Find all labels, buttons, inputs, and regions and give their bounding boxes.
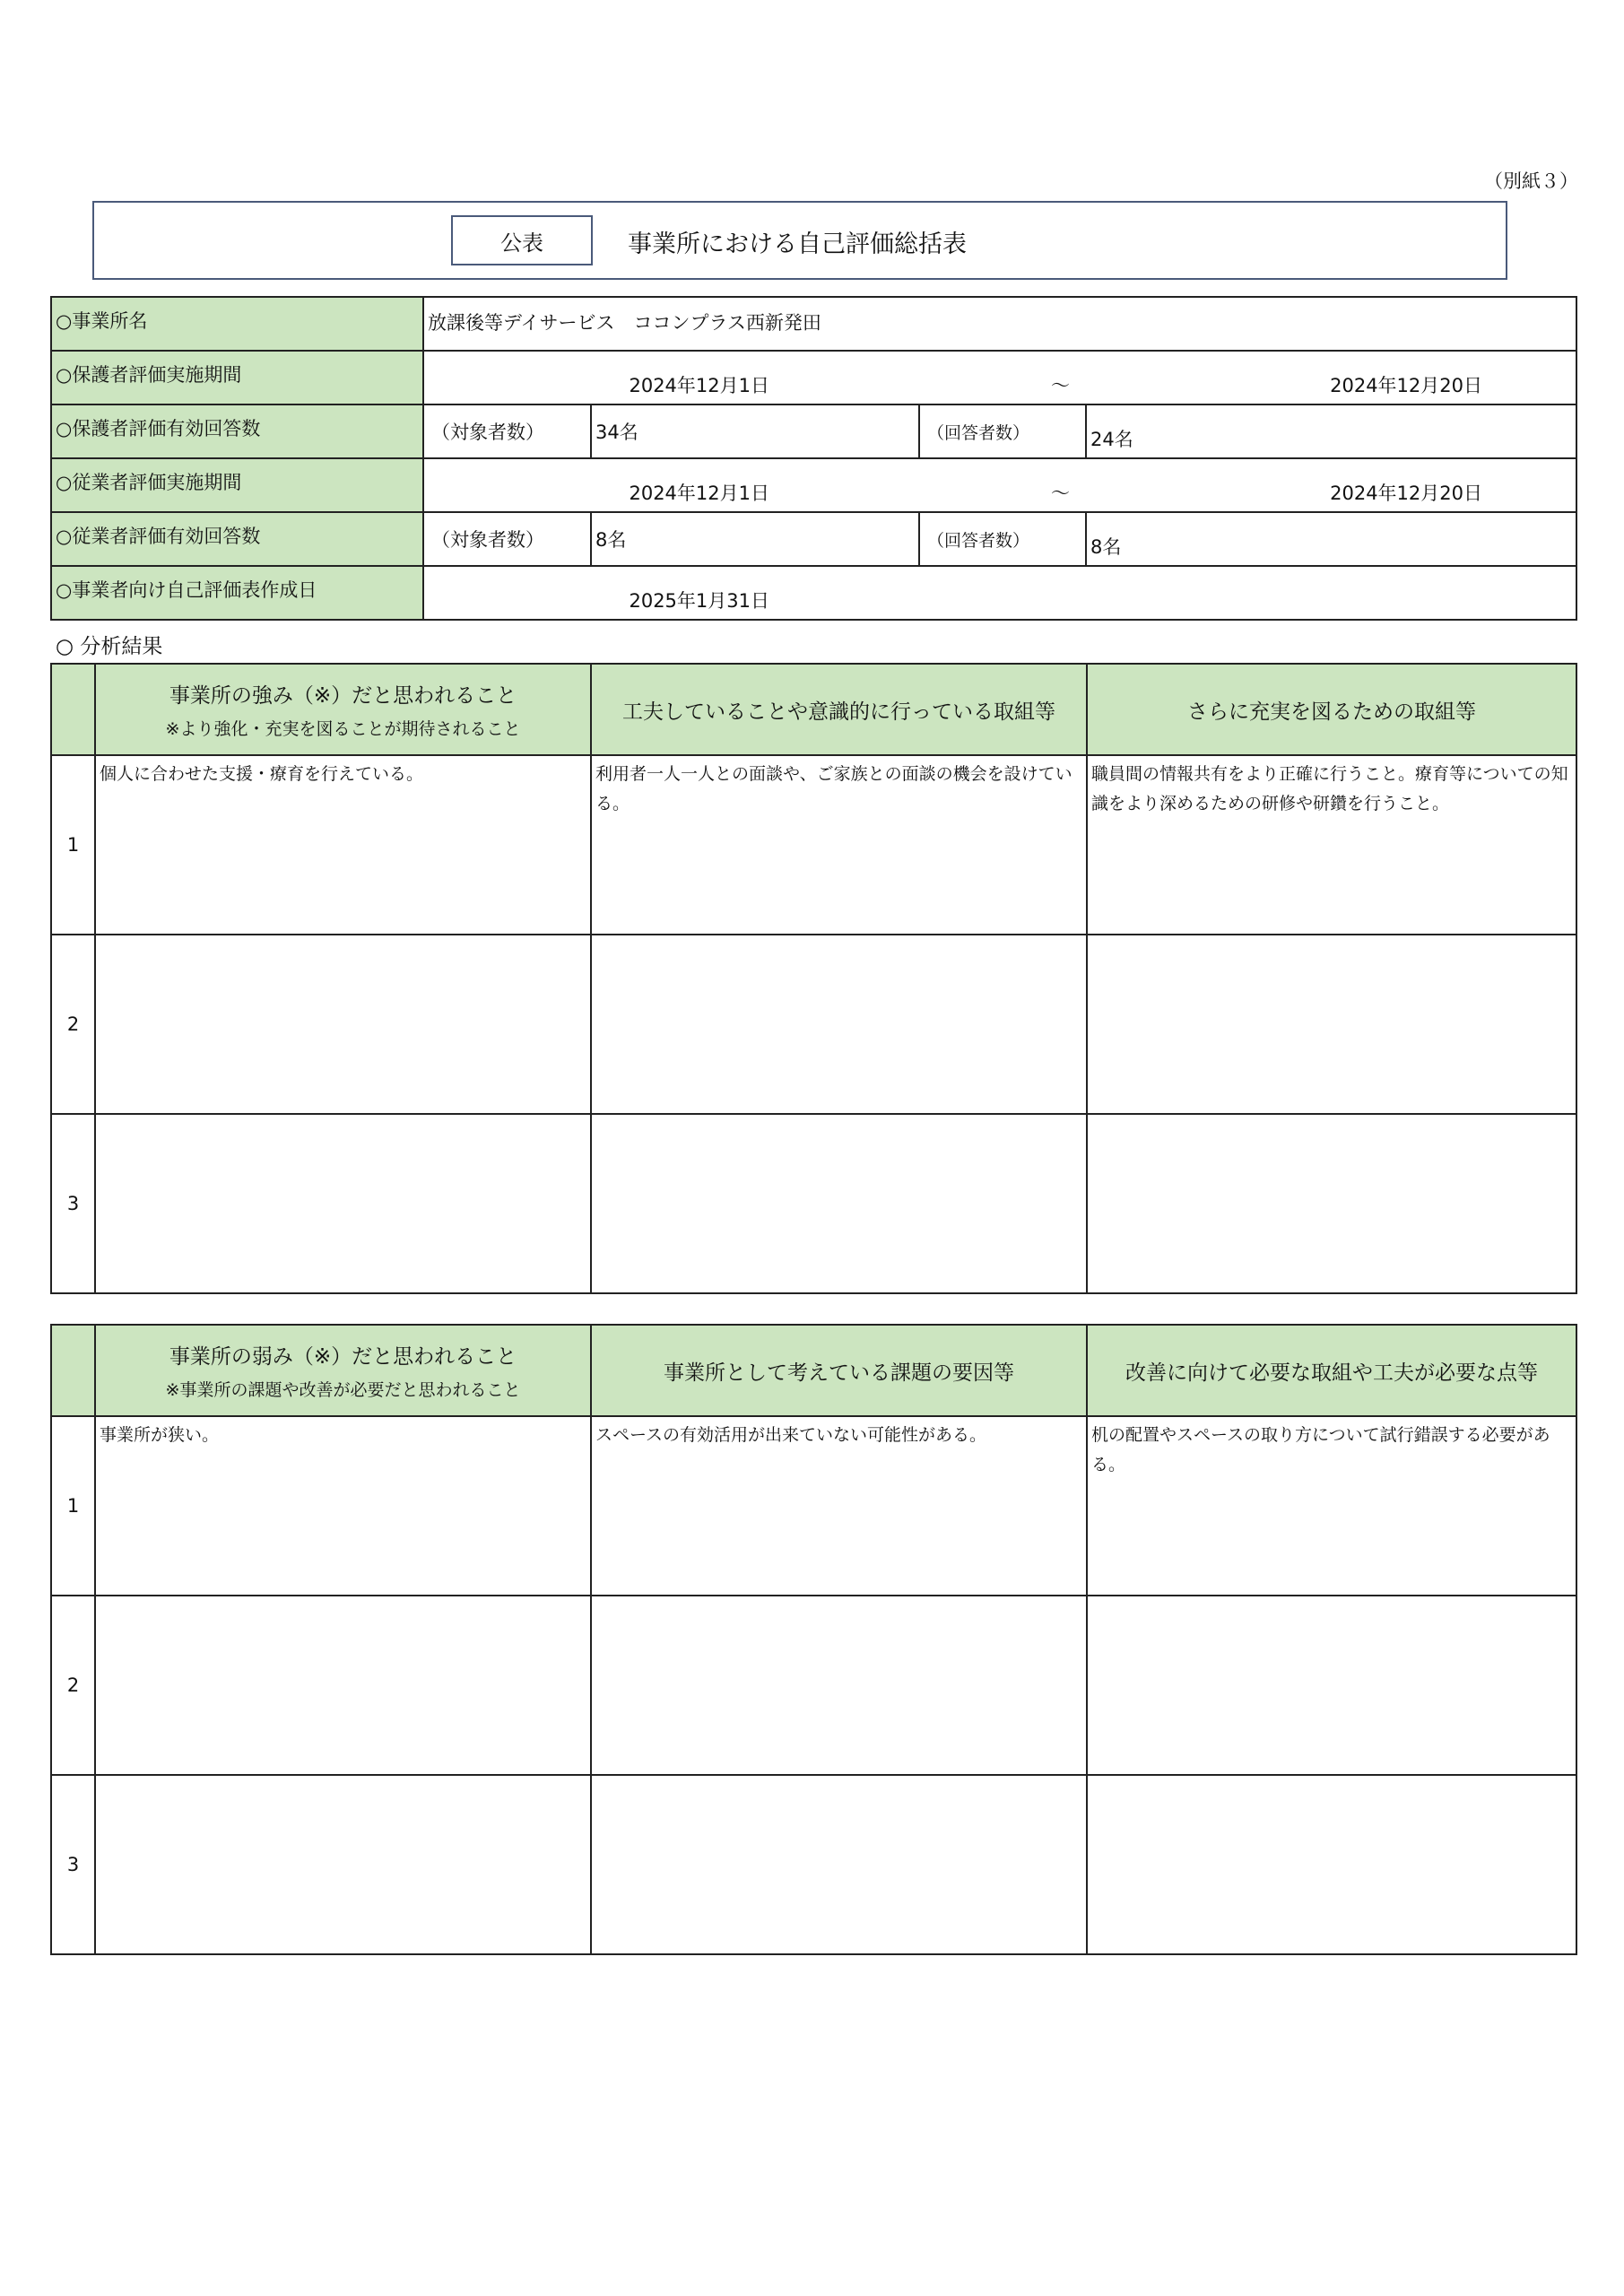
cause-cell <box>591 1596 1087 1775</box>
info-row-guardian-count <box>51 404 1576 458</box>
created-date-text: 2025年1月31日 <box>629 590 769 612</box>
guardian-period-start: 2024年12月1日 <box>629 375 769 396</box>
effort-cell <box>591 1114 1087 1293</box>
table-row <box>51 1596 1576 1775</box>
guardian-target-value: 34名 <box>591 404 919 458</box>
staff-period-value <box>423 458 1576 512</box>
staff-response-label: （回答者数） <box>919 512 1086 566</box>
info-row-staff-count <box>51 512 1576 566</box>
strengths-col1-note: ※より強化・充実を図ることが期待されること <box>165 719 521 739</box>
row-number: 1 <box>51 755 95 935</box>
staff-count-label: ○従業者評価有効回答数 <box>51 512 423 566</box>
staff-response-value: 8名 <box>1086 512 1576 566</box>
info-row-staff-period <box>51 458 1576 512</box>
facility-label: ○事業所名 <box>51 297 423 351</box>
guardian-response-value: 24名 <box>1086 404 1576 458</box>
strengths-header-row <box>51 664 1576 755</box>
enhancement-cell <box>1087 935 1576 1114</box>
improvement-cell <box>1087 1596 1576 1775</box>
weaknesses-header-col1 <box>95 1325 591 1416</box>
weaknesses-col2-title: 事業所として考えている課題の要因等 <box>664 1361 1014 1385</box>
strengths-table <box>50 663 1577 1294</box>
improvement-cell <box>1087 1775 1576 1954</box>
guardian-period-separator: ～ <box>1051 375 1070 396</box>
row-number: 2 <box>51 1596 95 1775</box>
table-row <box>51 755 1576 935</box>
weaknesses-header-corner <box>51 1325 95 1416</box>
row-number: 3 <box>51 1775 95 1954</box>
table-row <box>51 935 1576 1114</box>
guardian-target-label: （対象者数） <box>423 404 591 458</box>
table-row <box>51 1775 1576 1954</box>
weakness-cell <box>95 1596 591 1775</box>
table-row <box>51 1114 1576 1293</box>
info-row-facility <box>51 297 1576 351</box>
weaknesses-header-col2 <box>591 1325 1087 1416</box>
weaknesses-col1-note: ※事業所の課題や改善が必要だと思われること <box>165 1380 521 1400</box>
cause-cell: スペースの有効活用が出来ていない可能性がある。 <box>591 1416 1087 1596</box>
section-title: ○ 分析結果 <box>56 635 163 658</box>
info-row-created-date <box>51 566 1576 620</box>
weaknesses-col1-title: 事業所の弱み（※）だと思われること <box>169 1345 517 1369</box>
strengths-header-col3 <box>1087 664 1576 755</box>
guardian-period-value <box>423 351 1576 404</box>
weaknesses-table <box>50 1324 1577 1955</box>
document-title: 事業所における自己評価総括表 <box>628 230 967 258</box>
strength-cell: 個人に合わせた支援・療育を行えている。 <box>95 755 591 935</box>
staff-period-start: 2024年12月1日 <box>629 483 769 504</box>
created-date-label: ○事業者向け自己評価表作成日 <box>51 566 423 620</box>
effort-cell: 利用者一人一人との面談や、ご家族との面談の機会を設けている。 <box>591 755 1087 935</box>
effort-cell <box>591 935 1087 1114</box>
strengths-header-corner <box>51 664 95 755</box>
weaknesses-col3-title: 改善に向けて必要な取組や工夫が必要な点等 <box>1125 1361 1538 1385</box>
strengths-col1-title: 事業所の強み（※）だと思われること <box>169 684 517 708</box>
improvement-cell: 机の配置やスペースの取り方について試行錯誤する必要がある。 <box>1087 1416 1576 1596</box>
created-date-value <box>423 566 1576 620</box>
enhancement-cell: 職員間の情報共有をより正確に行うこと。療育等についての知識をより深めるための研修や研鑽を行うこと。 <box>1087 755 1576 935</box>
facility-info-table <box>50 296 1577 621</box>
guardian-count-label: ○保護者評価有効回答数 <box>51 404 423 458</box>
row-number: 3 <box>51 1114 95 1293</box>
facility-value: 放課後等デイサービス ココンプラス西新発田 <box>423 297 1576 351</box>
row-number: 2 <box>51 935 95 1114</box>
weaknesses-header-col3 <box>1087 1325 1576 1416</box>
weaknesses-header-row <box>51 1325 1576 1416</box>
staff-period-separator: ～ <box>1051 483 1070 504</box>
info-row-guardian-period <box>51 351 1576 404</box>
staff-period-label: ○従業者評価実施期間 <box>51 458 423 512</box>
strength-cell <box>95 1114 591 1293</box>
public-badge: 公表 <box>451 215 593 265</box>
annex-label: （別紙３） <box>1484 170 1578 192</box>
table-row <box>51 1416 1576 1596</box>
strength-cell <box>95 935 591 1114</box>
cause-cell <box>591 1775 1087 1954</box>
guardian-response-label: （回答者数） <box>919 404 1086 458</box>
guardian-period-label: ○保護者評価実施期間 <box>51 351 423 404</box>
enhancement-cell <box>1087 1114 1576 1293</box>
strengths-header-col1 <box>95 664 591 755</box>
strengths-col2-title: 工夫していることや意識的に行っている取組等 <box>622 700 1055 724</box>
staff-target-value: 8名 <box>591 512 919 566</box>
staff-target-label: （対象者数） <box>423 512 591 566</box>
strengths-header-col2 <box>591 664 1087 755</box>
weakness-cell <box>95 1775 591 1954</box>
guardian-period-end: 2024年12月20日 <box>1330 375 1482 396</box>
staff-period-end: 2024年12月20日 <box>1330 483 1482 504</box>
weakness-cell: 事業所が狭い。 <box>95 1416 591 1596</box>
row-number: 1 <box>51 1416 95 1596</box>
strengths-col3-title: さらに充実を図るための取組等 <box>1187 700 1476 724</box>
